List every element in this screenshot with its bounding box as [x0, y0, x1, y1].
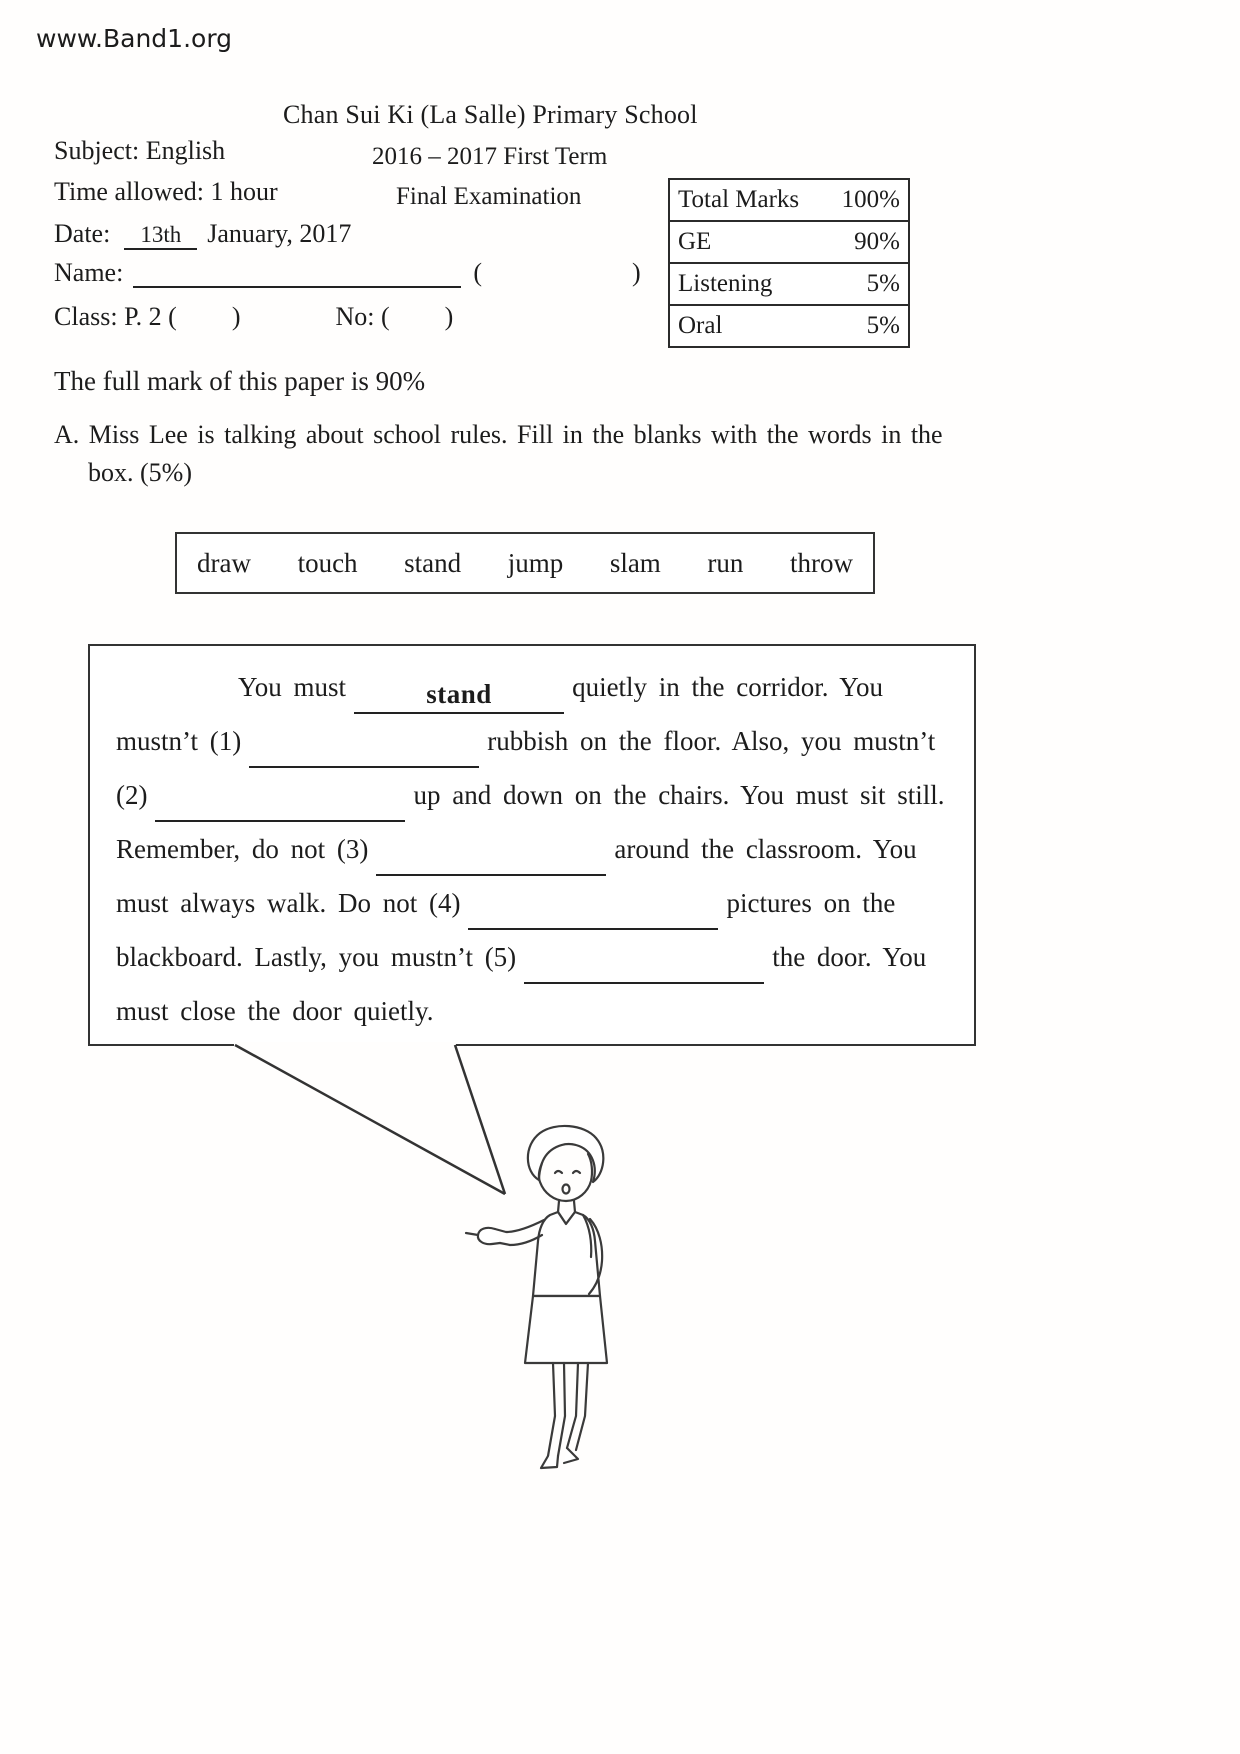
subject-label: Subject: English [54, 136, 226, 165]
name-underline[interactable] [133, 260, 461, 288]
passage-text: the door. You [772, 942, 927, 972]
name-label: Name: [54, 258, 124, 287]
class-label: Class: P. 2 ( [54, 302, 177, 331]
marks-value: 5% [866, 312, 900, 339]
word-item: stand [404, 547, 462, 578]
class-line [54, 302, 453, 332]
paren-close: ) [631, 258, 641, 287]
passage-line [116, 984, 948, 1038]
passage-line [116, 876, 948, 930]
passage-text: pictures on the [726, 888, 896, 918]
table-row [670, 222, 908, 264]
no-label: No: ( [335, 302, 390, 331]
fill-blank-5[interactable] [524, 942, 764, 984]
marks-label: Total Marks [678, 186, 800, 213]
passage-text: rubbish on the floor. Also, you mustn’t [487, 726, 936, 756]
name-line [54, 258, 641, 288]
section-a-instruction-line1: A. Miss Lee is talking about school rules. Fill in the blanks with the words in the [54, 420, 943, 449]
marks-value: 5% [866, 270, 900, 297]
passage-text: must always walk. Do not (4) [116, 888, 461, 918]
word-item: throw [789, 547, 853, 578]
marks-value: 100% [841, 186, 900, 213]
passage-line [116, 930, 948, 984]
answer-blank-0[interactable]: stand [354, 672, 564, 714]
marks-label: Listening [678, 270, 773, 297]
passage-line [116, 768, 948, 822]
exam-title: Final Examination [396, 183, 582, 210]
word-item: slam [609, 547, 661, 578]
time-allowed-label: Time allowed: 1 hour [54, 177, 278, 206]
fill-blank-3[interactable] [376, 834, 606, 876]
word-item: draw [197, 547, 251, 578]
teacher-illustration [445, 1116, 670, 1476]
passage-text: Remember, do not (3) [116, 834, 369, 864]
passage-text: must close the door quietly. [116, 996, 434, 1026]
fill-blank-2[interactable] [155, 780, 405, 822]
fill-blank-4[interactable] [468, 888, 718, 930]
full-mark-note: The full mark of this paper is 90% [54, 366, 426, 396]
fill-blank-1[interactable] [249, 726, 479, 768]
word-item: run [707, 547, 744, 578]
table-row [670, 180, 908, 222]
no-paren-close: ) [444, 302, 454, 331]
date-label: Date: [54, 219, 111, 248]
table-row [670, 264, 908, 306]
marks-table [668, 178, 910, 348]
passage-text: blackboard. Lastly, you mustn’t (5) [116, 942, 517, 972]
passage-line [116, 660, 948, 714]
marks-label: Oral [678, 312, 723, 339]
paren-open: ( [473, 258, 482, 287]
passage-line [116, 822, 948, 876]
passage-text: up and down on the chairs. You must sit still. [413, 780, 945, 810]
table-row [670, 306, 908, 346]
date-month-year: January, 2017 [207, 219, 352, 248]
school-name: Chan Sui Ki (La Salle) Primary School [283, 100, 698, 129]
marks-value: 90% [854, 228, 900, 255]
term-title: 2016 – 2017 First Term [372, 143, 608, 170]
word-box [175, 532, 875, 594]
date-day-value[interactable]: 13th [124, 222, 197, 250]
section-a-instruction-line2: box. (5%) [88, 458, 192, 487]
passage-text: mustn’t (1) [116, 726, 242, 756]
speech-bubble [88, 644, 976, 1046]
passage-text: (2) [116, 780, 148, 810]
passage-line [116, 714, 948, 768]
word-item: jump [507, 547, 564, 578]
passage-text: quietly in the corridor. You [572, 672, 884, 702]
passage-text: around the classroom. You [614, 834, 917, 864]
passage-text: You must [238, 672, 347, 702]
watermark: www.Band1.org [36, 24, 233, 53]
marks-label: GE [678, 228, 712, 255]
word-item: touch [297, 547, 358, 578]
class-paren-close: ) [231, 302, 241, 331]
date-line [54, 219, 351, 250]
